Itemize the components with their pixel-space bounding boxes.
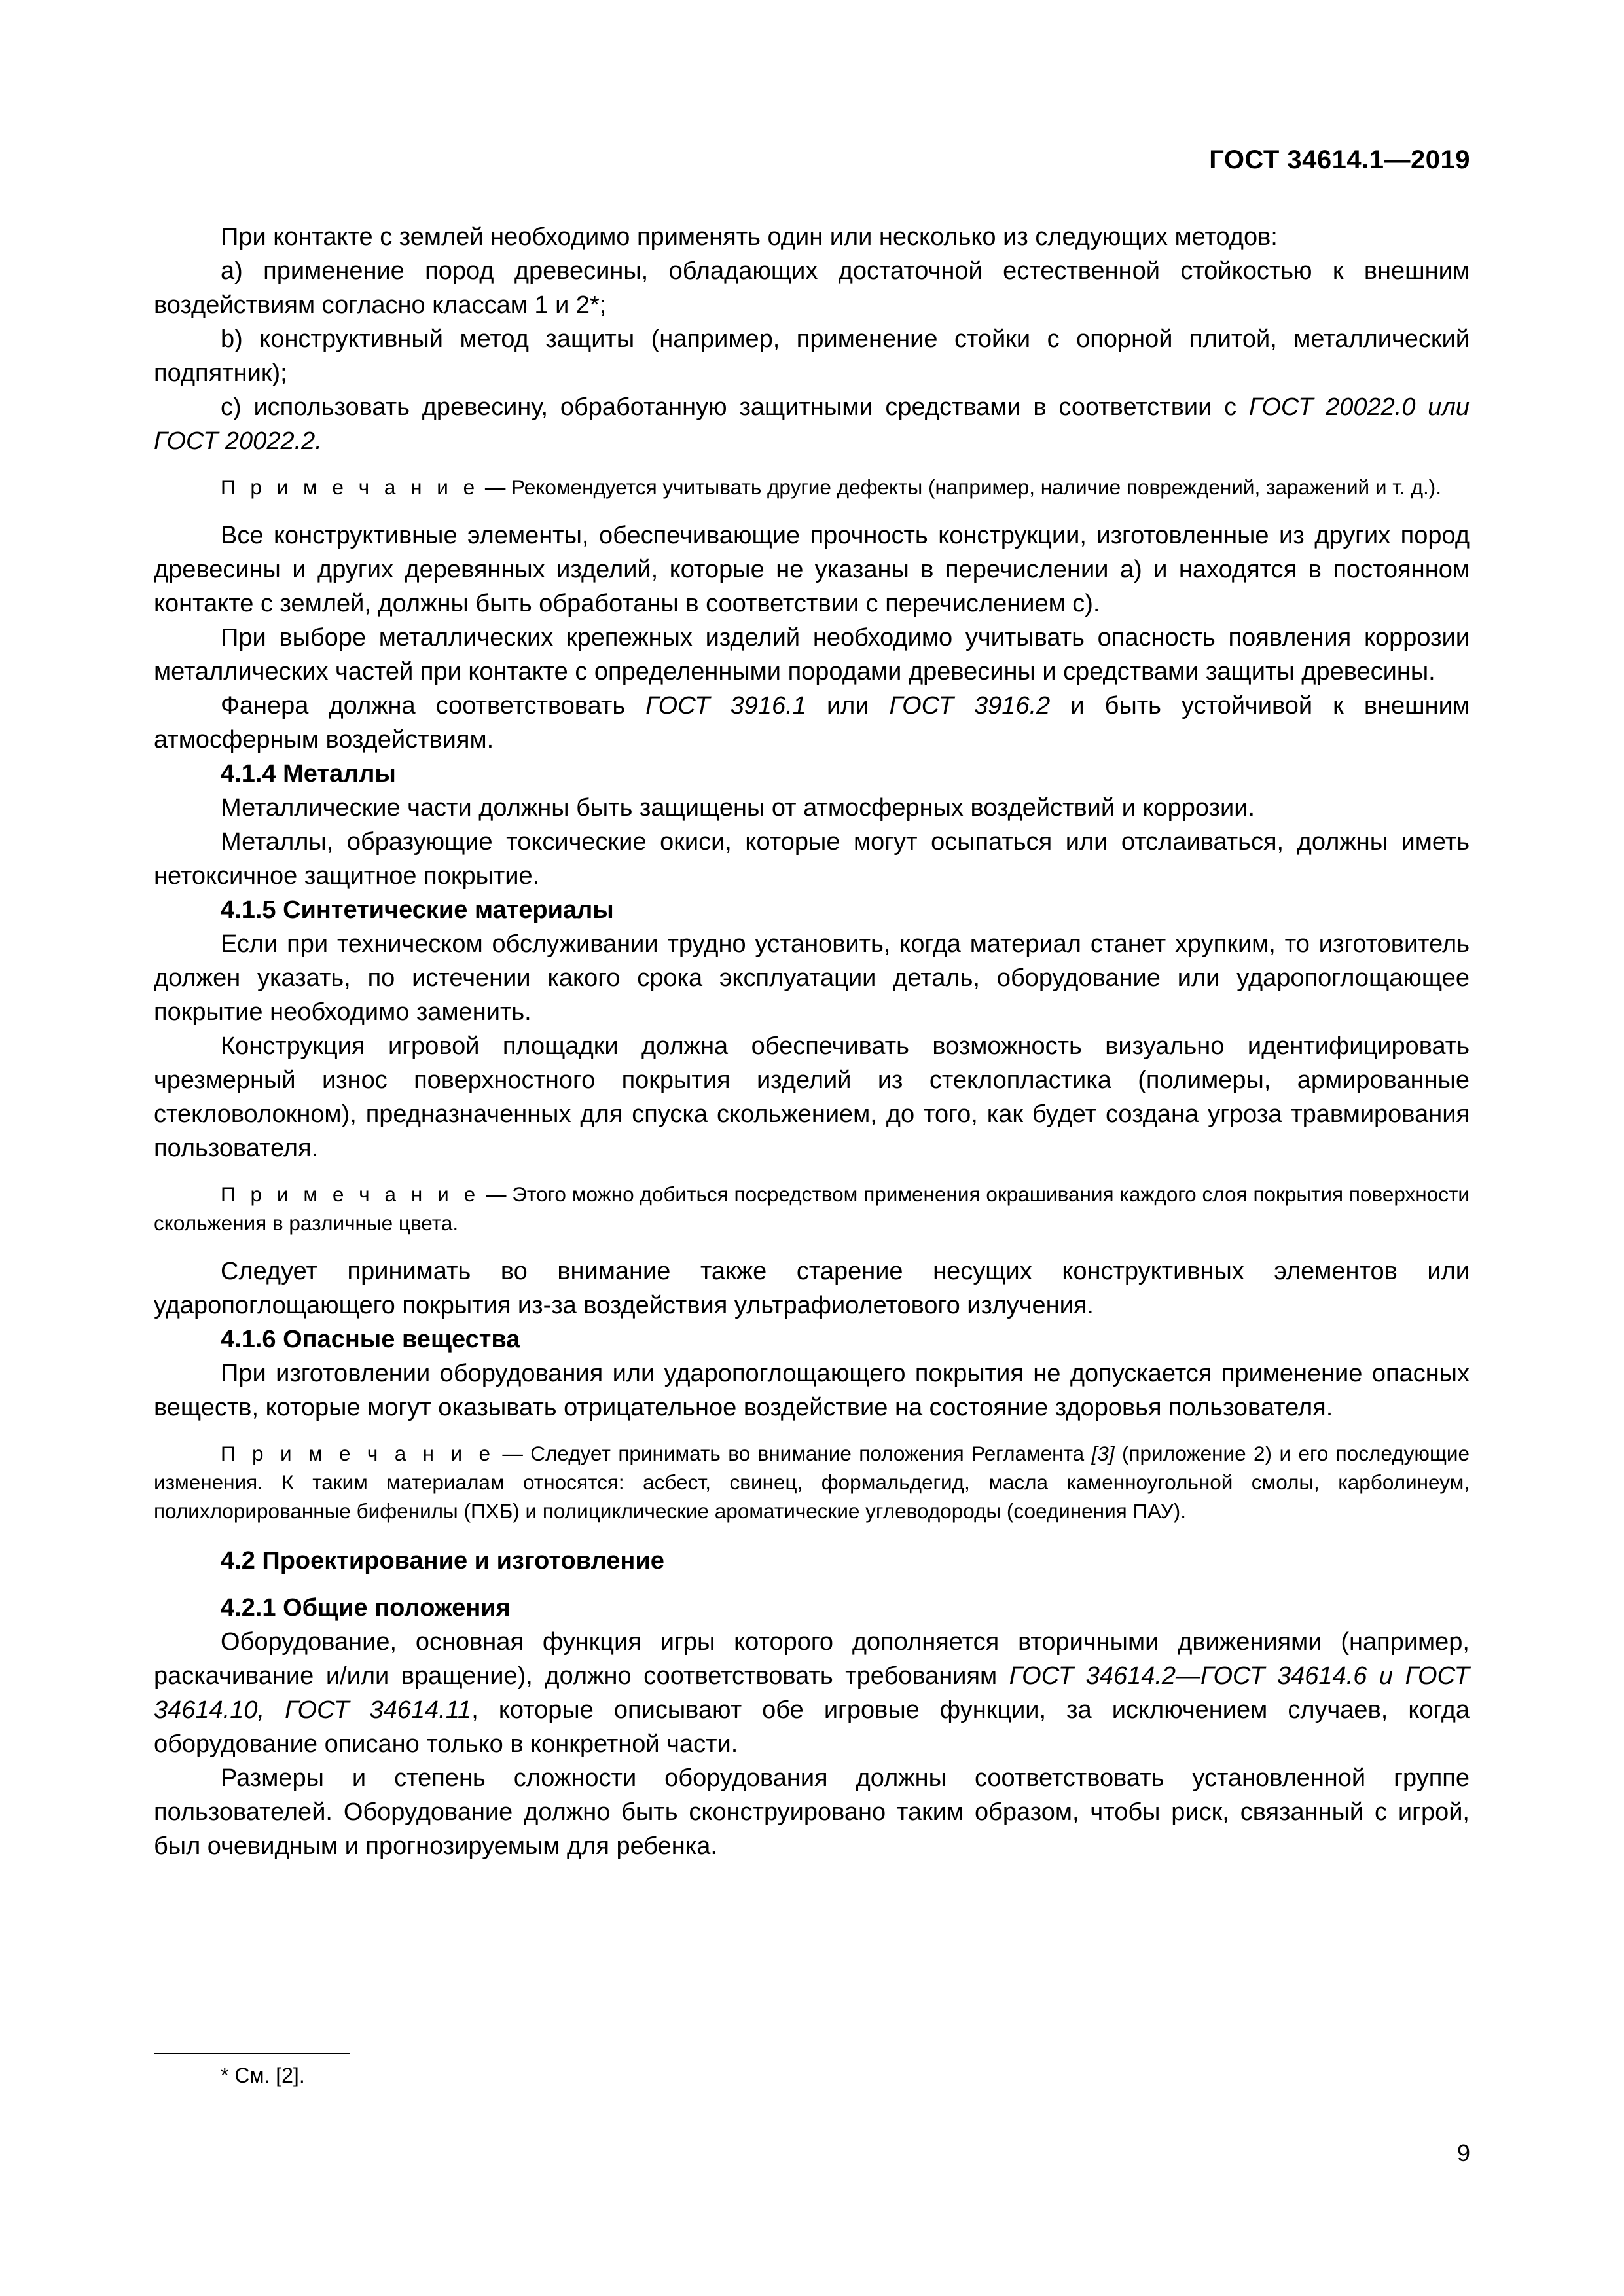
note-label: П р и м е ч а н и е: [221, 1182, 480, 1206]
paragraph-secondary-movements: Оборудование, основная функция игры которого дополняется вторичными движениями (например, раскачивание и/или вращение), должно соответствовать требованиям ГОСТ 34614.2—ГОСТ 34614.6 и ГОСТ 34614.10, ГОСТ 34614.11, которые описывают обе игровые функции, за исключением случаев, когда оборудование описано только в конкретной части.: [154, 1628, 1470, 1758]
heading-4-1-4: 4.1.4 Металлы: [221, 760, 396, 788]
note-defects: П р и м е ч а н и е — Рекомендуется учитывать другие дефекты (например, наличие повреждений, заражений и т. д.).: [221, 475, 1442, 499]
note-regulation: П р и м е ч а н и е — Следует принимать во внимание положения Регламента [3] (приложение 2) и его последующие изменения. К таким материалам относятся: асбест, свинец, формальдегид, масла каменноугольной смолы, карболинеум, полихлорированные бифенилы (ПХБ) и полициклические ароматические углеводороды (соединения ПАУ).: [154, 1442, 1470, 1523]
page-number: 9: [1456, 2140, 1470, 2166]
reference-gost-3916-1: ГОСТ 3916.1: [645, 692, 806, 720]
paragraph-dimensions-complexity: Размеры и степень сложности оборудования должны соответствовать установленной группе пользователей. Оборудование должно быть сконструировано таким образом, чтобы риск, связанный с игрой, был очевидным и прогнозируемым для ребенка.: [154, 1764, 1470, 1860]
heading-4-2: 4.2 Проектирование и изготовление: [221, 1547, 664, 1575]
paragraph-uv-aging: Следует принимать во внимание также старение несущих конструктивных элементов или ударопоглощающего покрытия из-за воздействия ультрафиолетового излучения.: [154, 1258, 1470, 1319]
list-item-c: c) использовать древесину, обработанную защитными средствами в соответствии с ГОСТ 20022.0 или ГОСТ 20022.2.: [154, 393, 1470, 455]
heading-4-2-1: 4.2.1 Общие положения: [221, 1594, 511, 1622]
note-label: П р и м е ч а н и е: [221, 475, 480, 499]
paragraph-structural-elements: Все конструктивные элементы, обеспечивающие прочность конструкции, изготовленные из других пород древесины и других деревянных изделий, которые не указаны в перечислении a) и находятся в постоянном контакте с землей, должны быть обработаны в соответствии с перечислением c).: [154, 522, 1470, 617]
paragraph-ground-contact: При контакте с землей необходимо применять один или несколько из следующих методов:: [221, 223, 1278, 251]
heading-4-1-6: 4.1.6 Опасные вещества: [221, 1326, 520, 1353]
list-item-a: a) применение пород древесины, обладающих достаточной естественной стойкостью к внешним воздействиям согласно классам 1 и 2*;: [154, 257, 1470, 319]
reference-gost-20022: ГОСТ 20022.0 или ГОСТ 20022.2.: [154, 393, 1470, 455]
paragraph-metal-protection: Металлические части должны быть защищены от атмосферных воздействий и коррозии.: [221, 794, 1255, 822]
document-id-header: ГОСТ 34614.1—2019: [1209, 145, 1470, 174]
note-coloring: П р и м е ч а н и е — Этого можно добиться посредством применения окрашивания каждого слоя покрытия поверхности скольжения в различные цвета.: [154, 1182, 1470, 1235]
paragraph-plywood: Фанера должна соответствовать ГОСТ 3916.1 или ГОСТ 3916.2 и быть устойчивой к внешним атмосферным воздействиям.: [154, 692, 1470, 754]
reference-gost-3916-2: ГОСТ 3916.2: [889, 692, 1051, 720]
paragraph-toxic-oxides: Металлы, образующие токсические окиси, которые могут осыпаться или отслаиваться, должны иметь нетоксичное защитное покрытие.: [154, 828, 1470, 890]
reference-gost-34614-parts: ГОСТ 34614.2—ГОСТ 34614.6 и ГОСТ 34614.10, ГОСТ 34614.11: [154, 1662, 1470, 1724]
note-label: П р и м е ч а н и е: [221, 1442, 495, 1465]
paragraph-hazardous-substances: При изготовлении оборудования или ударопоглощающего покрытия не допускается применение опасных веществ, которые могут оказывать отрицательное воздействие на состояние здоровья пользователя.: [154, 1360, 1470, 1421]
paragraph-brittleness: Если при техническом обслуживании трудно установить, когда материал станет хрупким, то изготовитель должен указать, по истечении какого срока эксплуатации деталь, оборудование или ударопоглощающее покрытие необходимо заменить.: [154, 930, 1470, 1026]
paragraph-wear-identification: Конструкция игровой площадки должна обеспечивать возможность визуально идентифицировать чрезмерный износ поверхностного покрытия изделий из стеклопластика (полимеры, армированные стекловолокном), предназначенных для спуска скольжением, до того, как будет создана угроза травмирования пользователя.: [154, 1032, 1470, 1162]
footnote: * См. [2].: [221, 2064, 305, 2087]
list-item-b: b) конструктивный метод защиты (например, применение стойки с опорной плитой, металлический подпятник);: [154, 325, 1470, 387]
page-body: [154, 220, 1470, 1863]
footnote-divider: [154, 2053, 350, 2054]
paragraph-metal-fasteners: При выборе металлических крепежных изделий необходимо учитывать опасность появления коррозии металлических частей при контакте с определенными породами древесины и средствами защиты древесины.: [154, 624, 1470, 685]
heading-4-1-5: 4.1.5 Синтетические материалы: [221, 896, 614, 924]
reference-3: [3]: [1091, 1442, 1115, 1465]
